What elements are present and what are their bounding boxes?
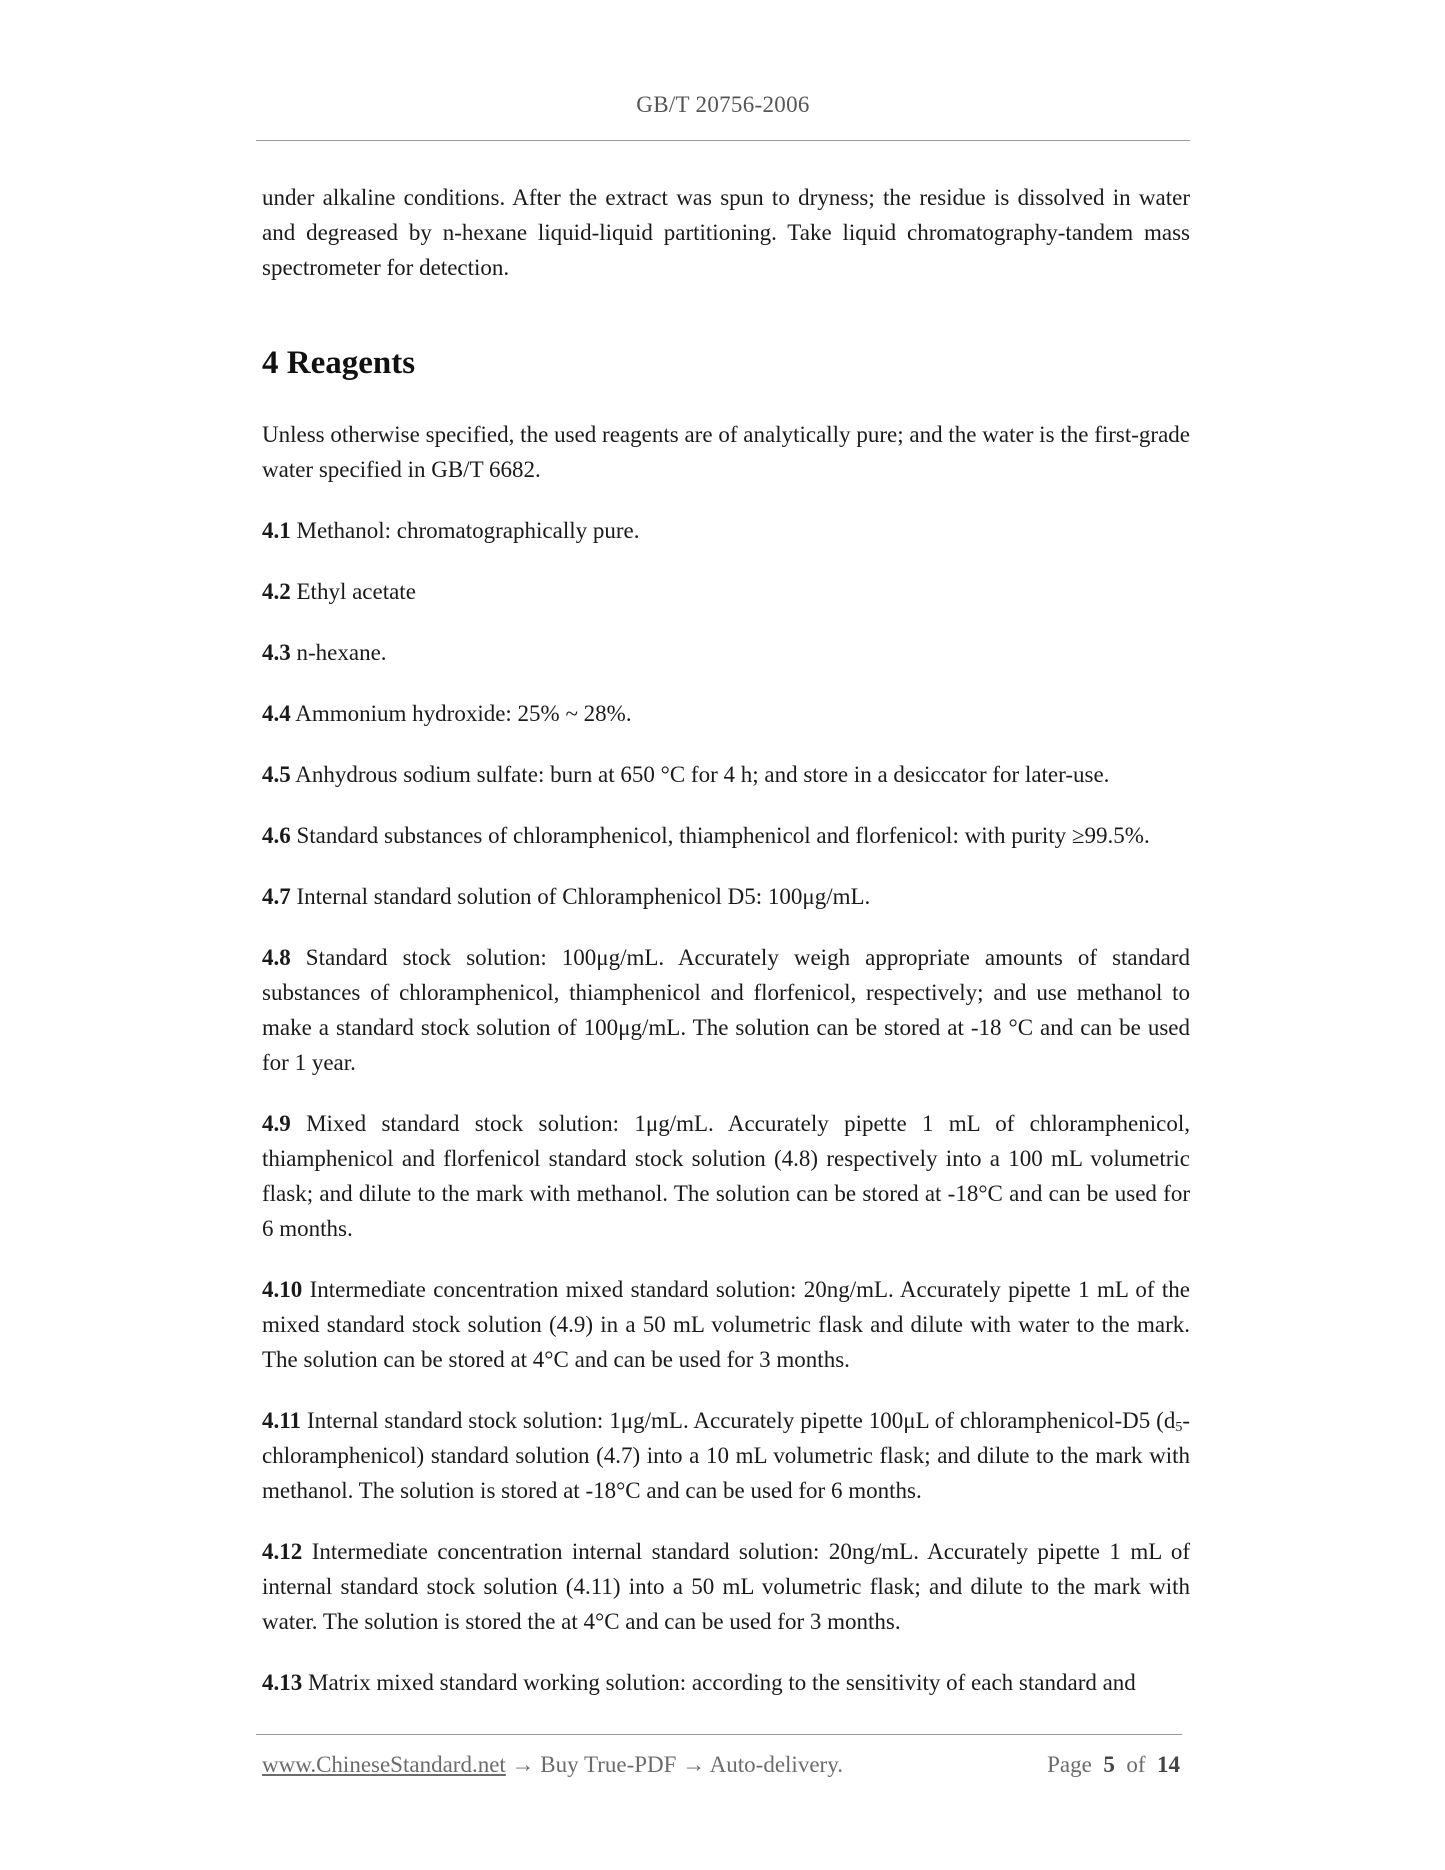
item-text: Anhydrous sodium sulfate: burn at 650 °C for 4 h; and store in a desiccator for later-use. <box>295 762 1110 787</box>
item-number: 4.8 <box>262 945 291 970</box>
page-current: 5 <box>1103 1752 1115 1777</box>
item-number: 4.13 <box>262 1670 303 1695</box>
site-link[interactable]: www.ChineseStandard.net <box>262 1752 506 1777</box>
arrow-right-icon: → <box>682 1752 706 1777</box>
reagent-item-4-12 <box>262 1534 1190 1639</box>
reagent-item-4-10 <box>262 1272 1190 1377</box>
item-text: Mixed standard stock solution: 1μg/mL. Accurately pipette 1 mL of chloramphenicol, thiamphenicol and florfenicol standard stock solution (4.8) respectively into a 100 mL volumetric flask; and dilute to the mark with methanol. The solution can be stored at -18°C and can be used for 6 months. <box>262 1111 1190 1241</box>
page-label: Page <box>1047 1752 1092 1777</box>
reagent-item-4-13 <box>262 1665 1190 1700</box>
item-text: Ethyl acetate <box>296 579 416 604</box>
item-number: 4.12 <box>262 1539 303 1564</box>
section-heading: 4 Reagents <box>262 345 416 381</box>
subscript: 5 <box>1175 1420 1183 1435</box>
page-total: 14 <box>1157 1752 1180 1777</box>
item-text: Intermediate concentration internal standard solution: 20ng/mL. Accurately pipette 1 mL of internal standard stock solution (4.11) into a 50 mL volumetric flask; and dilute to the mark with water. The solution is stored the at 4°C and can be used for 3 months. <box>262 1539 1191 1634</box>
intro-paragraph: under alkaline conditions. After the extract was spun to dryness; the residue is dissolved in water and degreased by n-hexane liquid-liquid partitioning. Take liquid chromatography-tandem mass spectrometer for detection. <box>262 185 1190 280</box>
item-text: Ammonium hydroxide: 25% ~ 28%. <box>295 701 632 726</box>
item-number: 4.2 <box>262 579 291 604</box>
item-number: 4.4 <box>262 701 291 726</box>
footer-promo <box>262 1752 843 1778</box>
reagent-item-4-4 <box>262 696 1190 731</box>
reagent-item-4-1 <box>262 513 1190 548</box>
buy-text: Buy True-PDF <box>540 1752 677 1777</box>
reagent-item-4-9 <box>262 1106 1190 1246</box>
reagent-item-4-5 <box>262 757 1190 792</box>
of-label: of <box>1126 1752 1146 1777</box>
item-text: Standard substances of chloramphenicol, thiamphenicol and florfenicol: with purity ≥99.5%. <box>296 823 1150 848</box>
reagent-item-4-11 <box>262 1403 1190 1508</box>
page-content <box>262 180 1190 1700</box>
reagent-item-4-8 <box>262 940 1190 1080</box>
item-number: 4.5 <box>262 762 291 787</box>
item-number: 4.1 <box>262 518 291 543</box>
item-text: Internal standard solution of Chloramphenicol D5: 100μg/mL. <box>296 884 871 909</box>
reagent-item-4-2 <box>262 574 1190 609</box>
item-text: Matrix mixed standard working solution: according to the sensitivity of each standard and <box>308 1670 1136 1695</box>
item-text-after: -chloramphenicol) standard solution (4.7) into a 10 mL volumetric flask; and dilute to the mark with methanol. The solution is stored at -18°C and can be used for 6 months. <box>262 1408 1191 1503</box>
page-number <box>1047 1752 1180 1778</box>
reagent-item-4-3 <box>262 635 1190 670</box>
reagent-item-4-7 <box>262 879 1190 914</box>
reagent-item-4-6 <box>262 818 1190 853</box>
page-header: GB/T 20756-2006 <box>636 92 810 117</box>
item-number: 4.6 <box>262 823 291 848</box>
section-intro: Unless otherwise specified, the used reagents are of analytically pure; and the water is the first-grade water specified in GB/T 6682. <box>262 422 1190 482</box>
item-number: 4.3 <box>262 640 291 665</box>
item-text: n-hexane. <box>296 640 387 665</box>
item-text-before: Internal standard stock solution: 1μg/mL. Accurately pipette 100μL of chloramphenicol-D5 (d <box>306 1408 1176 1433</box>
header-divider <box>256 140 1190 141</box>
item-number: 4.7 <box>262 884 291 909</box>
item-number: 4.9 <box>262 1111 291 1136</box>
footer-divider <box>256 1734 1182 1735</box>
item-number: 4.11 <box>262 1408 301 1433</box>
item-text: Methanol: chromatographically pure. <box>296 518 640 543</box>
arrow-right-icon: → <box>511 1752 535 1777</box>
item-text: Intermediate concentration mixed standard solution: 20ng/mL. Accurately pipette 1 mL of the mixed standard stock solution (4.9) in a 50 mL volumetric flask and dilute with water to the mark. The solution can be stored at 4°C and can be used for 3 months. <box>262 1277 1191 1372</box>
delivery-text: Auto-delivery. <box>709 1752 843 1777</box>
item-number: 4.10 <box>262 1277 303 1302</box>
item-text: Standard stock solution: 100μg/mL. Accurately weigh appropriate amounts of standard substances of chloramphenicol, thiamphenicol and florfenicol, respectively; and use methanol to make a standard stock solution of 100μg/mL. The solution can be stored at -18 °C and can be used for 1 year. <box>262 945 1190 1075</box>
